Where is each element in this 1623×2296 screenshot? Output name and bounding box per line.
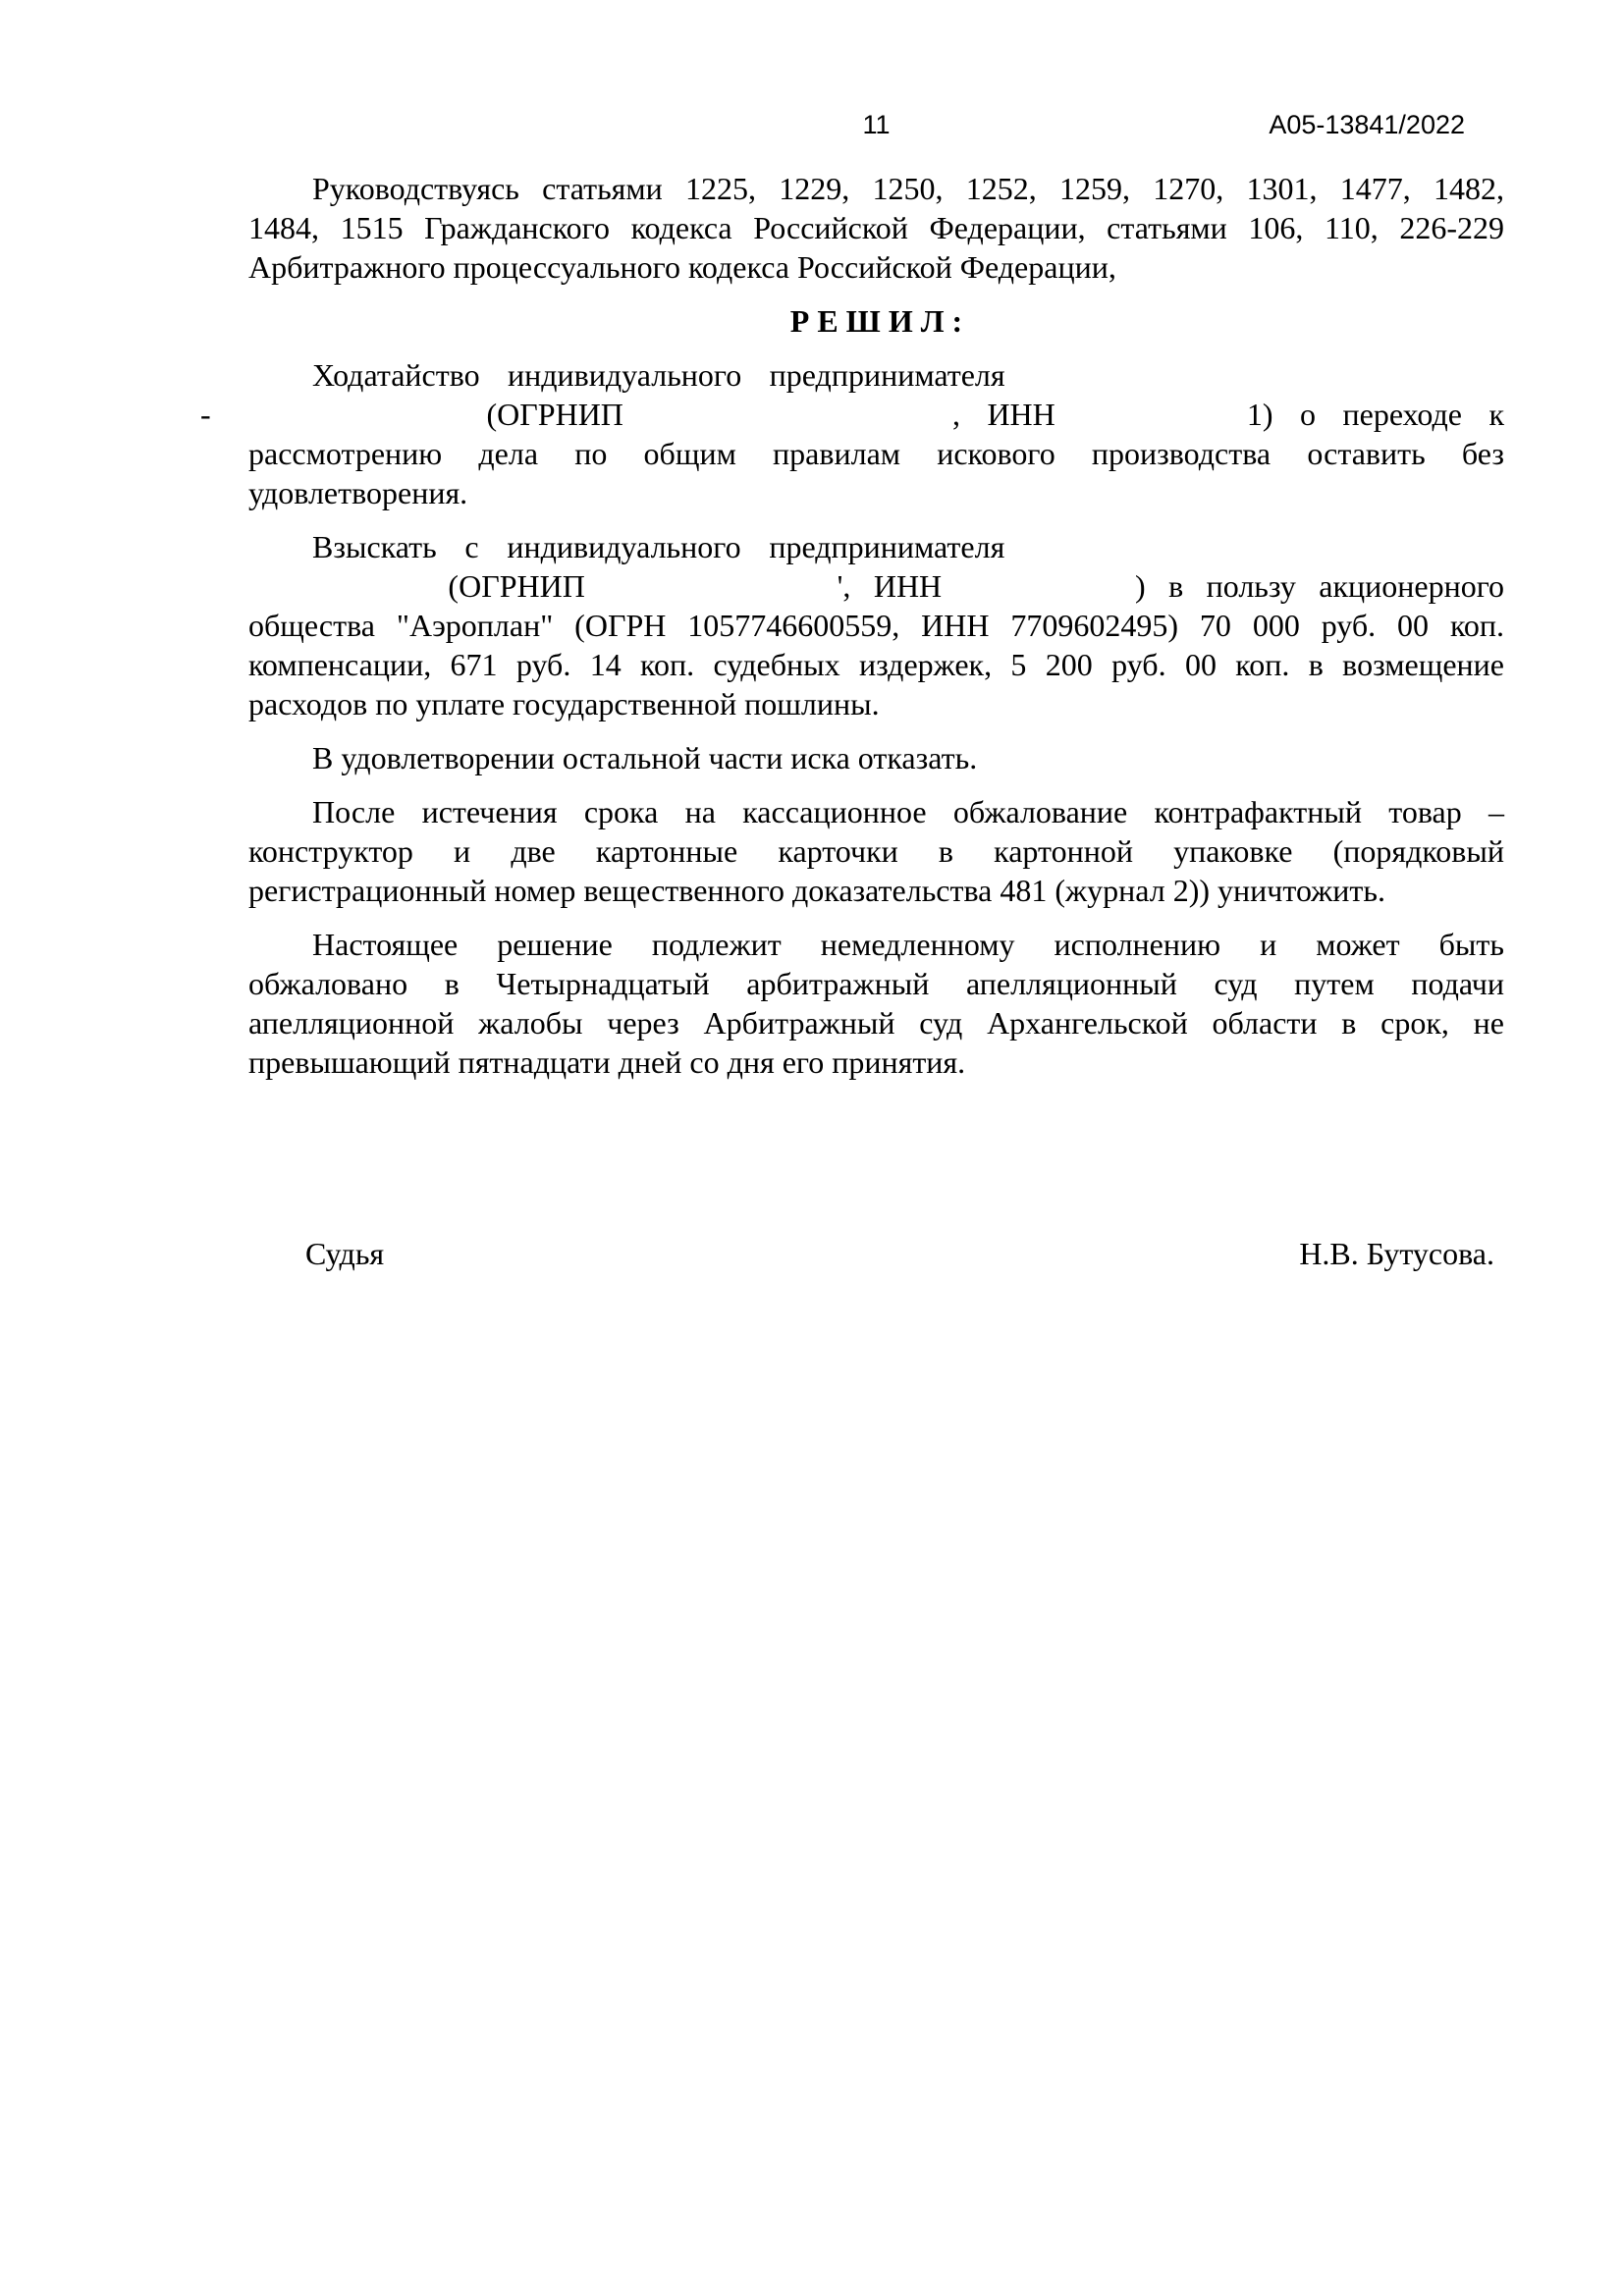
document-body: [248, 169, 1504, 1096]
text-run: обжаловано в Четырнадцатый арбитражный апелляционный суд путем подачи: [248, 966, 1504, 1001]
redacted-region: [1033, 556, 1504, 558]
text-run: превышающий пятнадцати дней со дня его принятия.: [248, 1044, 966, 1080]
paragraph: [248, 527, 1504, 723]
text-line: [248, 395, 1504, 434]
header-right: [891, 110, 1504, 139]
text-run: Р Е Ш И Л :: [789, 303, 963, 339]
text-line: [248, 301, 1504, 341]
text-line: [248, 566, 1504, 606]
text-run: ) в пользу акционерного: [1135, 568, 1505, 604]
text-line: [248, 684, 1504, 723]
redaction-artifact: -: [200, 397, 211, 432]
paragraph: [248, 355, 1504, 512]
page-header: [248, 110, 1504, 139]
text-line: [248, 434, 1504, 473]
text-line: [248, 871, 1504, 910]
judge-name: Н.В. Бутусова.: [1299, 1236, 1494, 1271]
redacted-region: [248, 595, 425, 597]
text-run: Взыскать с индивидуального предпринимателя: [312, 529, 1005, 564]
paragraph: [248, 738, 1504, 777]
text-line: [248, 964, 1504, 1003]
text-run: 1) о переходе к: [1246, 397, 1505, 432]
redacted-region: [608, 595, 814, 597]
text-line: [248, 738, 1504, 777]
judge-label: Судья: [305, 1236, 385, 1271]
text-run: (ОГРНИП: [448, 568, 585, 604]
text-run: После истечения срока на кассационное обжалование контрафактный товар –: [312, 794, 1504, 829]
text-run: Настоящее решение подлежит немедленному исполнению и может быть: [312, 927, 1504, 962]
text-line: [248, 925, 1504, 964]
text-line: [248, 1042, 1504, 1082]
text-line: [248, 527, 1504, 566]
text-run: удовлетворения.: [248, 475, 468, 510]
case-number: А05-13841/2022: [1269, 110, 1465, 139]
text-run: рассмотрению дела по общим правилам искового производства оставить без: [248, 436, 1504, 471]
text-run: 1484, 1515 Гражданского кодекса Российской Федерации, статьями 106, 110, 226-229: [248, 210, 1504, 245]
text-line: [248, 831, 1504, 871]
text-run: (ОГРНИП: [486, 397, 623, 432]
text-line: [248, 247, 1504, 287]
page-number: 11: [862, 110, 891, 139]
text-line: [248, 169, 1504, 208]
text-run: Руководствуясь статьями 1225, 1229, 1250, 1252, 1259, 1270, 1301, 1477, 1482,: [312, 171, 1504, 206]
redacted-region: [1082, 423, 1219, 425]
text-line: [248, 1003, 1504, 1042]
text-line: [248, 473, 1504, 512]
text-line: [248, 645, 1504, 684]
text-line: [248, 208, 1504, 247]
text-line: [248, 792, 1504, 831]
paragraph: [248, 925, 1504, 1082]
text-line: [248, 355, 1504, 395]
text-run: ', ИНН: [837, 568, 943, 604]
text-run: конструктор и две картонные карточки в картонной упаковке (порядковый: [248, 833, 1504, 869]
paragraph: [248, 169, 1504, 287]
redacted-region: [650, 423, 925, 425]
text-run: Арбитражного процессуального кодекса Российской Федерации,: [248, 249, 1116, 285]
text-run: регистрационный номер вещественного доказательства 481 (журнал 2)) уничтожить.: [248, 873, 1385, 908]
text-run: В удовлетворении остальной части иска отказать.: [312, 740, 978, 775]
text-run: общества "Аэроплан" (ОГРН 1057746600559, ИНН 7709602495) 70 000 руб. 00 коп.: [248, 608, 1504, 643]
redacted-region: [248, 423, 460, 425]
text-line: [248, 606, 1504, 645]
text-run: апелляционной жалобы через Арбитражный суд Архангельской области в срок, не: [248, 1005, 1504, 1041]
decision-heading: [248, 301, 1504, 341]
paragraph: [248, 792, 1504, 910]
text-run: , ИНН: [951, 397, 1055, 432]
signature-block: [248, 1234, 1504, 1273]
text-run: компенсации, 671 руб. 14 коп. судебных издержек, 5 200 руб. 00 коп. в возмещение: [248, 647, 1504, 682]
redacted-region: [1033, 384, 1504, 386]
text-run: Ходатайство индивидуального предпринимателя: [312, 357, 1005, 393]
redacted-region: [965, 595, 1112, 597]
text-run: расходов по уплате государственной пошлины.: [248, 686, 880, 721]
